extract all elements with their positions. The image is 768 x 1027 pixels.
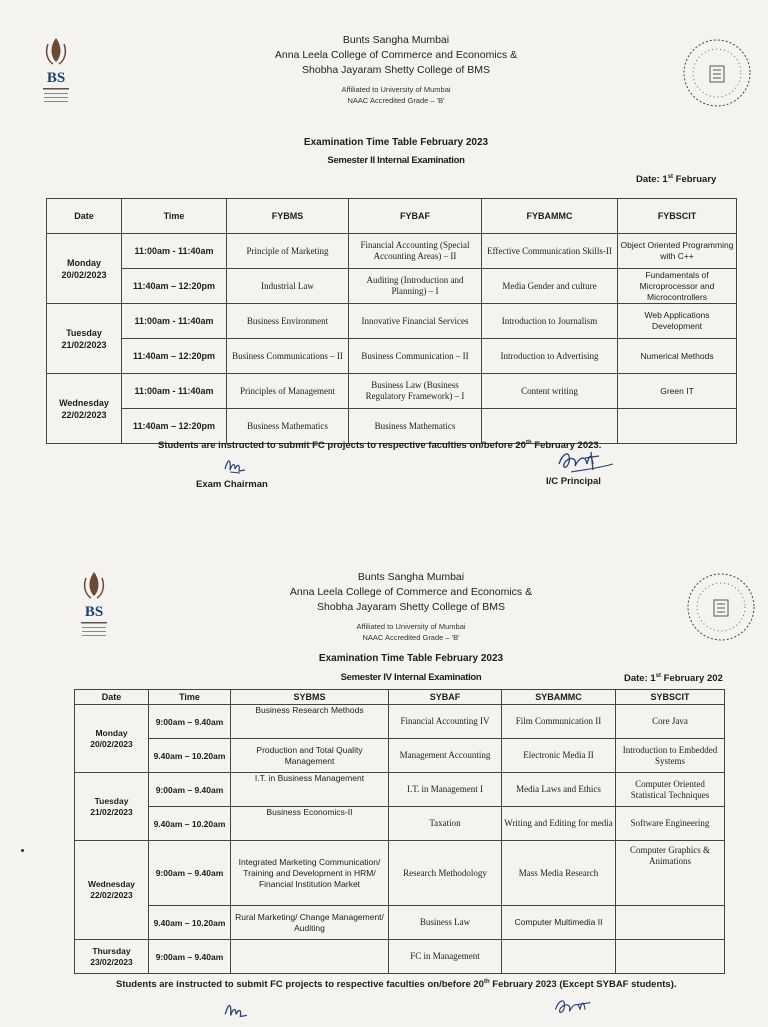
table-row xyxy=(47,269,737,304)
subject-cell: Auditing (Introduction and Planning) – I xyxy=(349,269,482,304)
svg-text:BS: BS xyxy=(46,70,66,86)
submission-note: Students are instructed to submit FC projects to respective faculties on/before 20th February 2023 (Except SYBAF students). xyxy=(116,979,677,991)
column-header: Time xyxy=(149,690,231,705)
table-row xyxy=(47,339,737,374)
table-row xyxy=(75,841,725,906)
subject-cell: Introduction to Embedded Systems xyxy=(616,739,725,773)
naac-grade: NAAC Accredited Grade – 'B' xyxy=(362,633,460,642)
college-header xyxy=(215,570,607,643)
college-name: Anna Leela College of Commerce and Economics & xyxy=(289,586,533,598)
college-seal-icon xyxy=(680,36,754,110)
principal-label: I/C Principal xyxy=(546,476,601,487)
column-header: Date xyxy=(47,199,122,234)
time-cell: 11:00am - 11:40am xyxy=(122,304,227,339)
subject-cell: Content writing xyxy=(482,374,618,409)
subject-cell: Business Mathematics xyxy=(227,409,349,444)
semester-subtitle: Semester IV Internal Examination xyxy=(340,672,482,683)
table-row xyxy=(75,739,725,773)
subject-cell: Web Applications Development xyxy=(618,304,737,339)
date-cell: Tuesday 21/02/2023 xyxy=(47,304,122,374)
timetable xyxy=(74,689,725,974)
table-row xyxy=(75,906,725,940)
table-row xyxy=(47,234,737,269)
subject-cell: Business Communication – II xyxy=(349,339,482,374)
chairman-signature xyxy=(222,998,250,1022)
time-cell: 9:00am – 9.40am xyxy=(149,705,231,739)
column-header: SYBMS xyxy=(231,690,389,705)
subject-cell: Numerical Methods xyxy=(618,339,737,374)
chairman-signature xyxy=(222,454,248,476)
table-row xyxy=(75,807,725,841)
trust-name: Bunts Sangha Mumbai xyxy=(357,571,465,583)
page-title: Examination Time Table February 2023 xyxy=(318,653,504,664)
subject-cell: Effective Communication Skills-II xyxy=(482,234,618,269)
issue-date: Date: 1st February xyxy=(636,174,717,186)
subject-cell: Financial Accounting IV xyxy=(389,705,502,739)
subject-cell xyxy=(618,409,737,444)
date-cell: Monday 20/02/2023 xyxy=(75,705,149,773)
college-logo xyxy=(38,36,74,116)
column-header: SYBSCIT xyxy=(616,690,725,705)
column-header: Time xyxy=(122,199,227,234)
subject-cell: I.T. in Management I xyxy=(389,773,502,807)
timetable-sheet-semester-2 xyxy=(0,0,768,510)
column-header: Date xyxy=(75,690,149,705)
subject-cell xyxy=(502,940,616,974)
subject-cell: Introduction to Journalism xyxy=(482,304,618,339)
naac-grade: NAAC Accredited Grade – 'B' xyxy=(347,96,445,105)
subject-cell: Fundamentals of Microprocessor and Microcontrollers xyxy=(618,269,737,304)
column-header: FYBAF xyxy=(349,199,482,234)
column-header: FYBAMMC xyxy=(482,199,618,234)
subject-cell: Film Communication II xyxy=(502,705,616,739)
affiliation: Affiliated to University of Mumbai xyxy=(356,622,466,631)
subject-cell: Financial Accounting (Special Accounting Areas) – II xyxy=(349,234,482,269)
subject-cell: Core Java xyxy=(616,705,725,739)
subject-cell: Business Communications – II xyxy=(227,339,349,374)
college-name: Anna Leela College of Commerce and Economics & xyxy=(274,49,518,61)
date-cell: Monday 20/02/2023 xyxy=(47,234,122,304)
time-cell: 9.40am – 10.20am xyxy=(149,739,231,773)
date-cell: Wednesday 22/02/2023 xyxy=(47,374,122,444)
subject-cell: Business Law (Business Regulatory Framework) – I xyxy=(349,374,482,409)
timetable-sheet-semester-4 xyxy=(0,560,768,1024)
subject-cell: FC in Management xyxy=(389,940,502,974)
table-row xyxy=(47,409,737,444)
page-title: Examination Time Table February 2023 xyxy=(303,137,489,148)
subject-cell: Principle of Marketing xyxy=(227,234,349,269)
table-header-row xyxy=(47,199,737,234)
subject-cell: Principles of Management xyxy=(227,374,349,409)
subject-cell: Taxation xyxy=(389,807,502,841)
date-cell: Wednesday 22/02/2023 xyxy=(75,841,149,940)
table-row xyxy=(47,304,737,339)
time-cell: 11:00am - 11:40am xyxy=(122,374,227,409)
time-cell: 11:40am – 12:20pm xyxy=(122,339,227,374)
subject-cell: Computer Multimedia II xyxy=(502,906,616,940)
date-cell: Thursday 23/02/2023 xyxy=(75,940,149,974)
subject-cell: Object Oriented Programming with C++ xyxy=(618,234,737,269)
subject-cell: Computer Graphics & Animations xyxy=(616,841,725,906)
subject-cell: Software Engineering xyxy=(616,807,725,841)
time-cell: 9:00am – 9.40am xyxy=(149,841,231,906)
college-header xyxy=(200,33,592,106)
time-cell: 9:00am – 9.40am xyxy=(149,940,231,974)
time-cell: 11:00am - 11:40am xyxy=(122,234,227,269)
timetable xyxy=(46,198,737,444)
subject-cell: Business Environment xyxy=(227,304,349,339)
time-cell: 9:00am – 9.40am xyxy=(149,773,231,807)
subject-cell xyxy=(231,940,389,974)
subject-cell: Business Mathematics xyxy=(349,409,482,444)
subject-cell: Research Methodology xyxy=(389,841,502,906)
subject-cell: Mass Media Research xyxy=(502,841,616,906)
subject-cell: Industrial Law xyxy=(227,269,349,304)
subject-cell: Introduction to Advertising xyxy=(482,339,618,374)
college-name-2: Shobha Jayaram Shetty College of BMS xyxy=(302,64,490,76)
principal-signature xyxy=(552,992,606,1022)
subject-cell: I.T. in Business Management xyxy=(231,773,389,807)
table-row xyxy=(47,374,737,409)
column-header: SYBAF xyxy=(389,690,502,705)
subject-cell: Management Accounting xyxy=(389,739,502,773)
subject-cell: Business Law xyxy=(389,906,502,940)
subject-cell xyxy=(616,940,725,974)
college-name-2: Shobha Jayaram Shetty College of BMS xyxy=(317,601,505,613)
exam-chairman-label: Exam Chairman xyxy=(196,479,268,490)
time-cell: 9.40am – 10.20am xyxy=(149,807,231,841)
submission-note: Students are instructed to submit FC projects to respective faculties on/before 20th February 2023. xyxy=(158,440,602,452)
table-row xyxy=(75,705,725,739)
trust-name: Bunts Sangha Mumbai xyxy=(342,34,450,46)
column-header: SYBAMMC xyxy=(502,690,616,705)
subject-cell: Business Economics-II xyxy=(231,807,389,841)
time-cell: 11:40am – 12:20pm xyxy=(122,409,227,444)
subject-cell: Production and Total Quality Management xyxy=(231,739,389,773)
column-header: FYBSCIT xyxy=(618,199,737,234)
issue-date: Date: 1st February 202 xyxy=(624,673,723,685)
subject-cell xyxy=(616,906,725,940)
subject-cell: Rural Marketing/ Change Management/ Auditing xyxy=(231,906,389,940)
time-cell: 11:40am – 12:20pm xyxy=(122,269,227,304)
date-cell: Tuesday 21/02/2023 xyxy=(75,773,149,841)
subject-cell: Electronic Media II xyxy=(502,739,616,773)
table-row xyxy=(75,940,725,974)
semester-subtitle: Semester II Internal Examination xyxy=(327,155,465,166)
subject-cell: Computer Oriented Statistical Techniques xyxy=(616,773,725,807)
table-header-row xyxy=(75,690,725,705)
subject-cell xyxy=(482,409,618,444)
subject-cell: Integrated Marketing Communication/ Training and Development in HRM/ Financial Institution Market xyxy=(231,841,389,906)
svg-text:BS: BS xyxy=(84,604,104,620)
subject-cell: Media Gender and culture xyxy=(482,269,618,304)
table-row xyxy=(75,773,725,807)
subject-cell: Green IT xyxy=(618,374,737,409)
college-seal-icon xyxy=(684,570,758,644)
subject-cell: Media Laws and Ethics xyxy=(502,773,616,807)
column-header: FYBMS xyxy=(227,199,349,234)
college-logo xyxy=(76,570,112,650)
stray-mark xyxy=(21,849,24,852)
principal-signature xyxy=(555,446,617,476)
affiliation: Affiliated to University of Mumbai xyxy=(341,85,451,94)
subject-cell: Innovative Financial Services xyxy=(349,304,482,339)
subject-cell: Business Research Methods xyxy=(231,705,389,739)
subject-cell: Writing and Editing for media xyxy=(502,807,616,841)
time-cell: 9.40am – 10.20am xyxy=(149,906,231,940)
